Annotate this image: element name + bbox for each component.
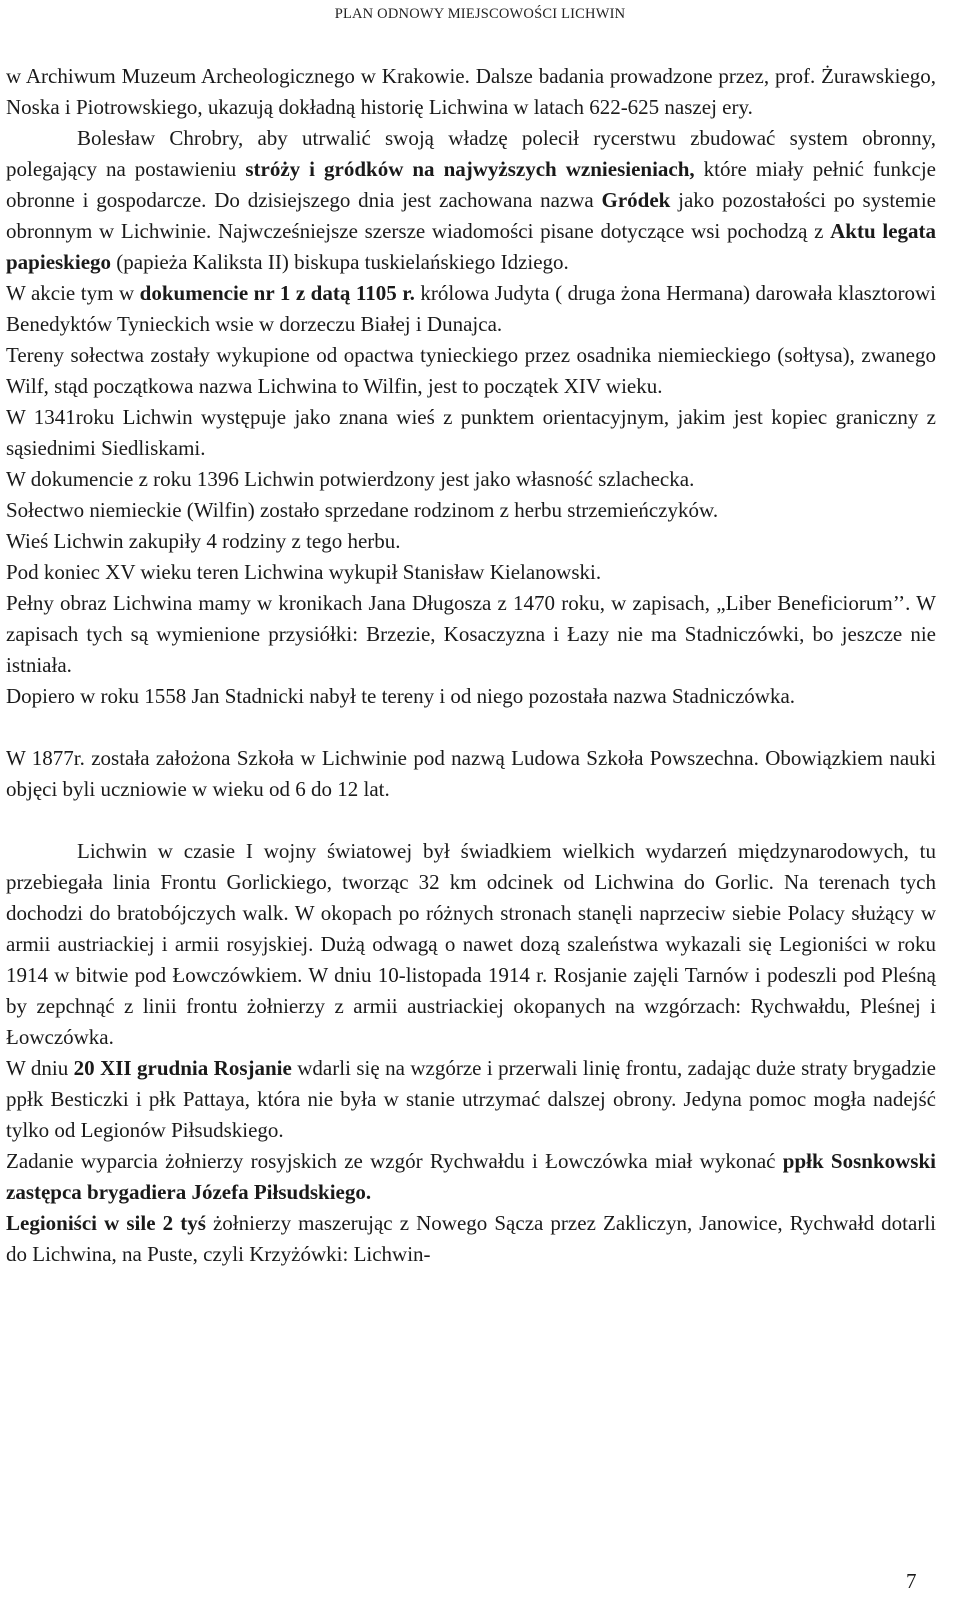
paragraph xyxy=(6,1146,936,1208)
document-body xyxy=(6,61,936,1270)
page-number: 7 xyxy=(906,1569,917,1593)
text-run: Bolesław Chrobry, aby utrwalić swoją władzę polecił rycerstwu zbudować system obronny, polegający na postawieniu xyxy=(6,126,936,181)
text-run: (papieża Kaliksta II) biskupa tuskielańskiego Idziego. xyxy=(111,250,569,274)
bold-text: dokumencie nr 1 z datą 1105 r. xyxy=(139,281,415,305)
text-run: jako pozostałości po systemie obronnym w Lichwinie. Najwcześniejsze szersze wiadomości pisane dotyczące wsi pochodzą z xyxy=(6,188,936,243)
paragraph: Pełny obraz Lichwina mamy w kronikach Jana Długosza z 1470 roku, w zapisach, „Liber Beneficiorum’’. W zapisach tych są wymienione przysiółki: Brzezie, Kosaczyzna i Łazy nie ma Stadniczówki, bo jeszcze nie istniała. xyxy=(6,591,936,677)
paragraph: Tereny sołectwa zostały wykupione od opactwa tynieckiego przez osadnika niemieckiego (sołtysa), zwanego Wilf, stąd początkowa nazwa Lichwina to Wilfin, jest to początek XIV wieku. xyxy=(6,343,936,398)
paragraph xyxy=(6,1053,936,1146)
bold-text: Gródek xyxy=(601,188,671,212)
paragraph: Lichwin w czasie I wojny światowej był świadkiem wielkich wydarzeń międzynarodowych, tu przebiegała linia Frontu Gorlickiego, tworząc 32 km odcinek od Lichwina do Gorlic. Na terenach tych dochodzi do bratobójczych walk. W okopach po różnych stronach stanęli naprzeciw siebie Polacy służący w armii austriackiej i armii rosyjskiej. Dużą odwagą o nawet dozą szaleństwa wykazali się Legioniści w roku 1914 w bitwie pod Łowczówkiem. W dniu 10-listopada 1914 r. Rosjanie zajęli Tarnów i podeszli pod Pleśną by zepchnąć z linii frontu żołnierzy z armii austriackiej okopanych na wzgórzach: Rychwałdu, Pleśnej i Łowczówka. xyxy=(6,839,936,1049)
paragraph: W dokumencie z roku 1396 Lichwin potwierdzony jest jako własność szlachecka. xyxy=(6,467,695,491)
text-run: Zadanie wyparcia żołnierzy rosyjskich ze wzgór Rychwałdu i Łowczówka miał wykonać xyxy=(6,1149,783,1173)
text-run: W dniu xyxy=(6,1056,74,1080)
bold-text: stróży i gródków na najwyższych wzniesieniach, xyxy=(245,157,695,181)
paragraph: W 1341roku Lichwin występuje jako znana wieś z punktem orientacyjnym, jakim jest kopiec graniczny z sąsiednimi Siedliskami. xyxy=(6,405,936,460)
paragraph xyxy=(6,123,936,278)
paragraph: Pod koniec XV wieku teren Lichwina wykupił Stanisław Kielanowski. xyxy=(6,560,602,584)
paragraph-gap xyxy=(6,712,936,743)
text-run: żołnierzy maszerując z Nowego Sącza przez Zakliczyn, Janowice, Rychwałd dotarli do Lichwina, na Puste, czyli Krzyżówki: Lichwin- xyxy=(6,1211,936,1266)
paragraph: W 1877r. została założona Szkoła w Lichwinie pod nazwą Ludowa Szkoła Powszechna. Obowiązkiem nauki objęci byli uczniowie w wieku od 6 do 12 lat. xyxy=(6,746,936,801)
running-header: PLAN ODNOWY MIEJSCOWOŚCI LICHWIN xyxy=(334,6,626,22)
text-run: które miały pełnić funkcje obronne i gospodarcze. Do dzisiejszego dnia jest zachowana nazwa xyxy=(6,157,936,212)
bold-text: ppłk Sosnkowski zastępca brygadiera Józefa Piłsudskiego. xyxy=(6,1149,936,1204)
text-run: królowa Judyta ( druga żona Hermana) darowała klasztorowi Benedyktów Tynieckich wsie w dorzeczu Białej i Dunajca. xyxy=(6,281,936,336)
bold-text: Aktu legata papieskiego xyxy=(6,219,937,274)
paragraph: Dopiero w roku 1558 Jan Stadnicki nabył te tereny i od niego pozostała nazwa Stadniczówka. xyxy=(6,684,796,708)
bold-text: Legioniści w sile 2 tyś xyxy=(6,1211,206,1235)
text-run: wdarli się na wzgórze i przerwali linię frontu, zadając duże straty brygadzie ppłk Besticzki i płk Pattaya, która nie była w stanie utrzymać dalszej obrony. Jedyna pomoc mogła nadejść tylko od Legionów Piłsudskiego. xyxy=(6,1056,936,1142)
paragraph xyxy=(6,278,936,340)
text-run: W akcie tym w xyxy=(6,281,140,305)
paragraph: Wieś Lichwin zakupiły 4 rodziny z tego herbu. xyxy=(6,529,401,553)
paragraph: w Archiwum Muzeum Archeologicznego w Krakowie. Dalsze badania prowadzone przez, prof. Żurawskiego, Noska i Piotrowskiego, ukazują dokładną historię Lichwina w latach 622-625 naszej ery. xyxy=(6,64,936,119)
paragraph xyxy=(6,1208,936,1270)
bold-text: 20 XII grudnia Rosjanie xyxy=(73,1056,292,1080)
paragraph: Sołectwo niemieckie (Wilfin) zostało sprzedane rodzinom z herbu strzemieńczyków. xyxy=(6,498,719,522)
paragraph-gap xyxy=(6,805,936,836)
